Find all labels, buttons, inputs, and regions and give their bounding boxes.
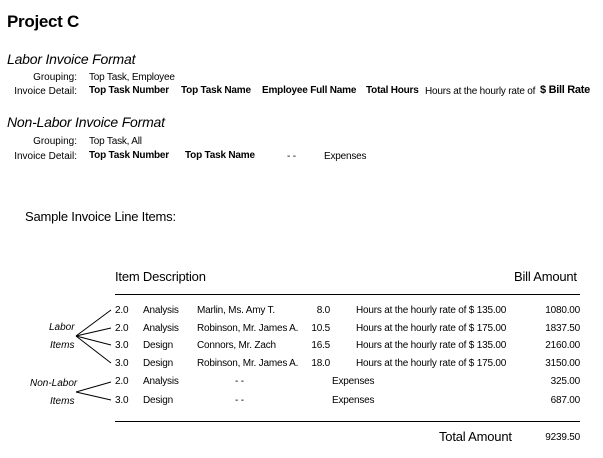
row-amount: 1837.50 (545, 323, 580, 334)
row-amount: 1080.00 (545, 305, 580, 316)
row-employee: Marlin, Ms. Amy T. (197, 305, 275, 316)
labor-detail-field: Employee Full Name (262, 85, 357, 96)
sample-heading: Sample Invoice Line Items: (25, 209, 176, 224)
row-hours: 8.0 (316, 305, 330, 316)
row-amount: 2160.00 (545, 340, 580, 351)
row-employee: Robinson, Mr. James A. (197, 358, 299, 369)
column-header-amount: Bill Amount (514, 269, 577, 284)
row-task-name: Analysis (143, 305, 179, 316)
labor-grouping-value: Top Task, Employee (89, 72, 175, 83)
row-task-number: 2.0 (115, 305, 129, 316)
labor-detail-field: Top Task Name (181, 85, 251, 96)
row-hours: 16.5 (311, 340, 330, 351)
row-hours: 10.5 (311, 323, 330, 334)
labor-detail-field: Top Task Number (89, 85, 169, 96)
row-task-number: 3.0 (115, 395, 129, 406)
labor-items-label: Items (50, 340, 75, 351)
row-detail: Expenses (332, 376, 375, 387)
row-employee: Robinson, Mr. James A. (197, 323, 299, 334)
labor-detail-text: Hours at the hourly rate of (425, 86, 536, 97)
row-task-number: 2.0 (115, 376, 129, 387)
labor-format-heading: Labor Invoice Format (7, 51, 136, 67)
row-employee: - - (235, 376, 244, 387)
labor-detail-bill-rate: $ Bill Rate (540, 84, 590, 96)
row-detail: Expenses (332, 395, 375, 406)
row-task-name: Design (143, 395, 173, 406)
row-detail: Hours at the hourly rate of $ 175.00 (356, 323, 507, 334)
row-task-number: 2.0 (115, 323, 129, 334)
row-task-number: 3.0 (115, 340, 129, 351)
row-employee: - - (235, 395, 244, 406)
row-detail: Hours at the hourly rate of $ 135.00 (356, 340, 507, 351)
labor-grouping-label: Grouping: (33, 72, 77, 83)
nonlabor-grouping-label: Grouping: (33, 136, 77, 147)
row-hours: 18.0 (311, 358, 330, 369)
nonlabor-format-heading: Non-Labor Invoice Format (7, 114, 165, 130)
labor-detail-label: Invoice Detail: (14, 86, 77, 97)
nonlabor-items-label: Items (50, 396, 75, 407)
nonlabor-items-label: Non-Labor (30, 378, 78, 389)
nonlabor-detail-field: Top Task Number (89, 150, 169, 161)
total-label: Total Amount (439, 429, 512, 444)
total-divider (115, 421, 580, 422)
row-detail: Hours at the hourly rate of $ 175.00 (356, 358, 507, 369)
nonlabor-detail-dash: - - (287, 151, 296, 162)
row-task-name: Analysis (143, 376, 179, 387)
nonlabor-detail-field: Top Task Name (185, 150, 255, 161)
nonlabor-grouping-value: Top Task, All (89, 136, 142, 147)
connector-line (76, 382, 111, 392)
labor-detail-field: Total Hours (366, 85, 419, 96)
nonlabor-detail-label: Invoice Detail: (14, 151, 77, 162)
row-task-name: Analysis (143, 323, 179, 334)
row-amount: 3150.00 (545, 358, 580, 369)
connector-line (76, 392, 111, 400)
row-employee: Connors, Mr. Zach (197, 340, 276, 351)
row-amount: 325.00 (550, 376, 580, 387)
row-amount: 687.00 (550, 395, 580, 406)
total-value: 9239.50 (545, 432, 580, 443)
column-header-description: Item Description (115, 269, 206, 284)
page-title: Project C (7, 12, 79, 31)
row-task-name: Design (143, 340, 173, 351)
labor-items-label: Labor (49, 322, 75, 333)
nonlabor-detail-expenses: Expenses (324, 151, 367, 162)
row-detail: Hours at the hourly rate of $ 135.00 (356, 305, 507, 316)
row-task-name: Design (143, 358, 173, 369)
row-task-number: 3.0 (115, 358, 129, 369)
